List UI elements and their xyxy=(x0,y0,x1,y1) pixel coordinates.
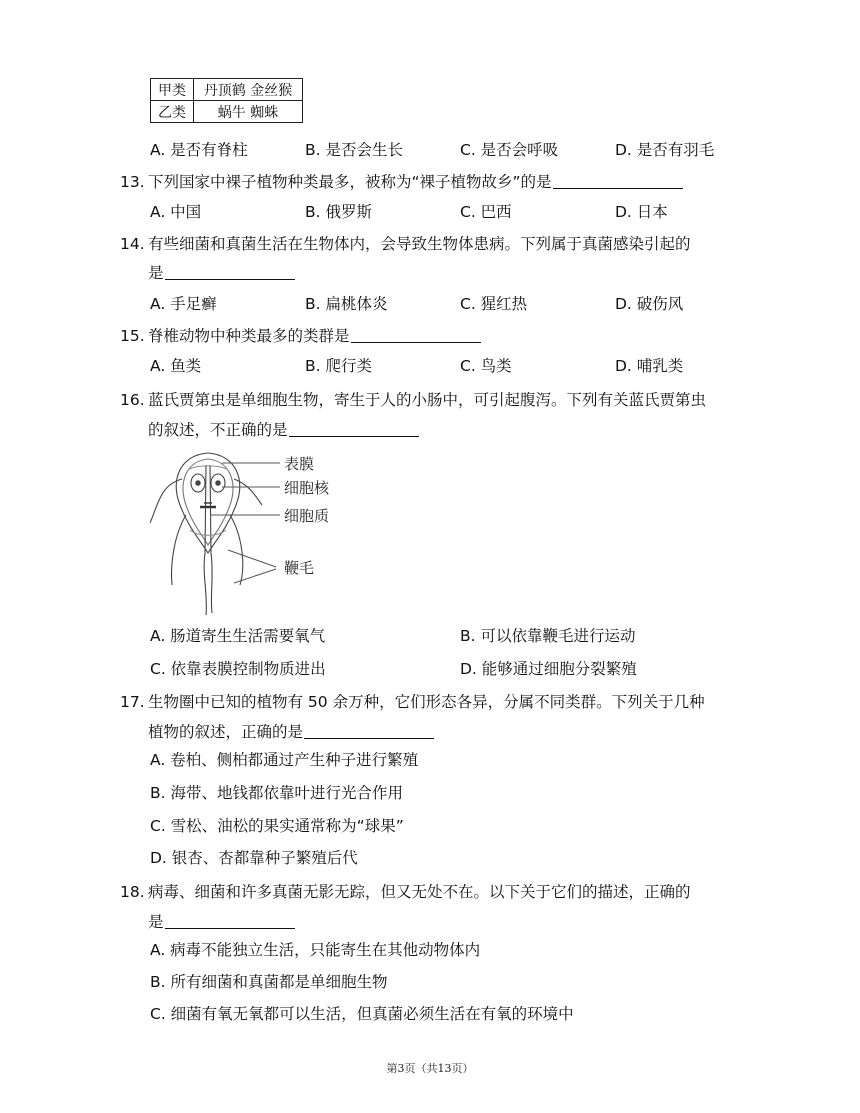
option-a[interactable]: A. 鱼类 xyxy=(150,357,202,375)
table-cell-content: 蜗牛 蜘蛛 xyxy=(194,101,303,123)
table-cell-content: 丹顶鹤 金丝猴 xyxy=(194,79,303,101)
label-flagella: 鞭毛 xyxy=(284,559,315,577)
option-c[interactable]: C. 细菌有氧无氧都可以生活，但真菌必须生活在有氧的环境中 xyxy=(150,1005,574,1023)
question-text: 生物圈中已知的植物有 50 余万种，它们形态各异，分属不同类群。下列关于几种 xyxy=(148,693,705,711)
option-b[interactable]: B. 扁桃体炎 xyxy=(305,295,388,313)
leader-flagella-2 xyxy=(234,569,276,583)
option-b[interactable]: B. 可以依靠鞭毛进行运动 xyxy=(460,627,636,645)
question-17-cont xyxy=(148,722,434,742)
question-number: 14. xyxy=(120,235,145,253)
option-b[interactable]: B. 爬行类 xyxy=(305,357,372,375)
question-text: 下列国家中裸子植物种类最多，被称为“裸子植物故乡”的是 xyxy=(148,173,552,191)
question-text: 有些细菌和真菌生活在生物体内，会导致生物体患病。下列属于真菌感染引起的 xyxy=(148,235,691,253)
label-nucleus: 细胞核 xyxy=(284,479,330,497)
leader-flagella-1 xyxy=(228,550,276,567)
label-membrane: 表膜 xyxy=(284,455,315,473)
question-text: 是 xyxy=(148,913,164,931)
classification-table xyxy=(150,78,303,123)
question-number: 17. xyxy=(120,693,145,711)
question-15 xyxy=(120,326,481,346)
question-text: 病毒、细菌和许多真菌无影无踪，但又无处不在。以下关于它们的描述，正确的 xyxy=(148,883,691,901)
option-a[interactable]: A. 手足癣 xyxy=(150,295,217,313)
option-a[interactable]: A. 卷柏、侧柏都通过产生种子进行繁殖 xyxy=(150,751,419,769)
question-text: 是 xyxy=(148,264,164,282)
question-text: 蓝氏贾第虫是单细胞生物，寄生于人的小肠中，可引起腹泻。下列有关蓝氏贾第虫 xyxy=(148,391,707,409)
answer-blank[interactable] xyxy=(165,264,295,280)
option-c[interactable]: C. 是否会呼吸 xyxy=(460,141,559,159)
option-a[interactable]: A. 中国 xyxy=(150,203,202,221)
question-14 xyxy=(120,234,691,254)
option-b[interactable]: B. 是否会生长 xyxy=(305,141,403,159)
question-16 xyxy=(120,390,706,410)
option-d[interactable]: D. 破伤风 xyxy=(615,295,684,313)
option-d[interactable]: D. 银杏、杏都靠种子繁殖后代 xyxy=(150,849,358,867)
question-number: 15. xyxy=(120,327,145,345)
option-a[interactable]: A. 病毒不能独立生活，只能寄生在其他动物体内 xyxy=(150,941,481,959)
answer-blank[interactable] xyxy=(553,173,683,189)
option-d[interactable]: D. 能够通过细胞分裂繁殖 xyxy=(460,660,637,678)
question-text: 脊椎动物中种类最多的类群是 xyxy=(148,327,350,345)
table-row xyxy=(151,101,303,123)
option-d[interactable]: D. 哺乳类 xyxy=(615,357,684,375)
question-18-cont xyxy=(148,912,295,932)
table-cell-label: 甲类 xyxy=(151,79,194,101)
giardia-diagram xyxy=(150,445,350,620)
question-18 xyxy=(120,882,691,902)
page-footer: 第3页（共13页） xyxy=(386,1062,474,1075)
option-d[interactable]: D. 日本 xyxy=(615,203,668,221)
option-c[interactable]: C. 雪松、油松的果实通常称为“球果” xyxy=(150,817,404,835)
question-text: 的叙述，不正确的是 xyxy=(148,421,288,439)
table-cell-label: 乙类 xyxy=(151,101,194,123)
answer-blank[interactable] xyxy=(165,913,295,929)
answer-blank[interactable] xyxy=(304,723,434,739)
option-c[interactable]: C. 猩红热 xyxy=(460,295,528,313)
option-b[interactable]: B. 所有细菌和真菌都是单细胞生物 xyxy=(150,973,388,991)
question-17 xyxy=(120,692,705,712)
option-c[interactable]: C. 巴西 xyxy=(460,203,512,221)
question-13 xyxy=(120,172,683,192)
answer-blank[interactable] xyxy=(351,327,481,343)
question-number: 13. xyxy=(120,173,145,191)
option-a[interactable]: A. 肠道寄生生活需要氧气 xyxy=(150,627,326,645)
option-b[interactable]: B. 俄罗斯 xyxy=(305,203,372,221)
answer-blank[interactable] xyxy=(289,421,419,437)
option-a[interactable]: A. 是否有脊柱 xyxy=(150,141,248,159)
option-b[interactable]: B. 海带、地钱都依靠叶进行光合作用 xyxy=(150,784,403,802)
question-number: 18. xyxy=(120,883,145,901)
option-d[interactable]: D. 是否有羽毛 xyxy=(615,141,715,159)
question-16-cont xyxy=(148,420,419,440)
table-row xyxy=(151,79,303,101)
question-number: 16. xyxy=(120,391,145,409)
option-c[interactable]: C. 鸟类 xyxy=(460,357,512,375)
label-cytoplasm: 细胞质 xyxy=(284,507,330,525)
option-c[interactable]: C. 依靠表膜控制物质进出 xyxy=(150,660,326,678)
question-14-cont xyxy=(148,263,295,283)
question-text: 植物的叙述，正确的是 xyxy=(148,723,304,741)
